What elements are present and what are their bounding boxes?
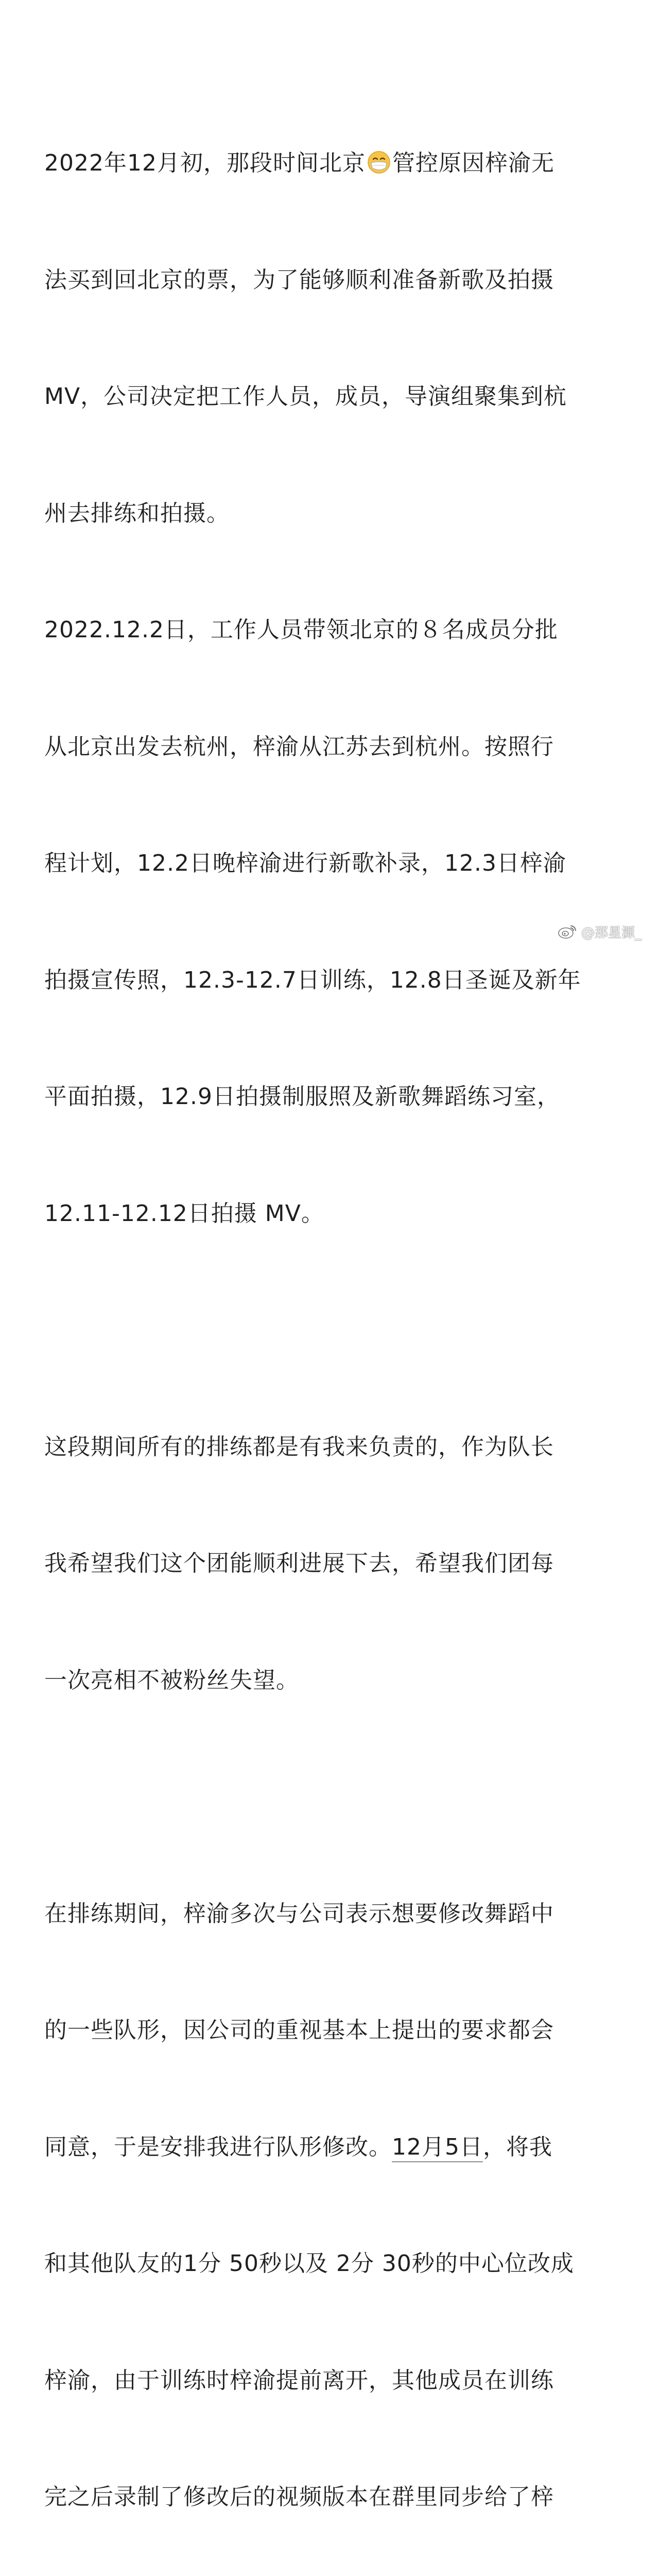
text-line: 和其他队友的1分 50秒以及 2分 30秒的中心位改成 (44, 2244, 621, 2283)
paragraph-spacer (44, 1311, 621, 1350)
text-line: 同意，于是安排我进行队形修改。12月5日，将我 (44, 2128, 621, 2167)
text-line: 的一些队形，因公司的重视基本上提出的要求都会 (44, 2011, 621, 2050)
paragraph-2 (44, 1350, 621, 1778)
text-line: 一次亮相不被粉丝失望。 (44, 1661, 621, 1700)
paragraph-1 (44, 66, 621, 1311)
text-line: 这段期间所有的排练都是有我来负责的，作为队长 (44, 1428, 621, 1467)
weibo-logo-icon (558, 924, 577, 939)
mask-face-icon (367, 150, 391, 175)
text-line: 完之后录制了修改后的视频版本在群里同步给了梓 (44, 2478, 621, 2517)
text-line: 梓渝，由于训练时梓渝提前离开，其他成员在训练 (44, 2361, 621, 2400)
text-line: 12.11-12.12日拍摄 MV。 (44, 1194, 621, 1233)
text-line: 州去排练和拍摄。 (44, 494, 621, 533)
text-line: 拍摄宣传照，12.3-12.7日训练，12.8日圣诞及新年 (44, 961, 621, 1000)
text-line: 我希望我们这个团能顺利进展下去，希望我们团每 (44, 1544, 621, 1583)
watermark-text: @那星源_ (581, 922, 641, 941)
text-line: 程计划，12.2日晚梓渝进行新歌补录，12.3日梓渝 (44, 844, 621, 883)
paragraph-spacer (44, 1777, 621, 1817)
text-line: 在排练期间，梓渝多次与公司表示想要修改舞蹈中 (44, 1894, 621, 1934)
document-page (0, 0, 659, 960)
underlined-date: 12月5日 (392, 2134, 483, 2162)
watermark (558, 921, 641, 942)
text-line: 从北京出发去杭州，梓渝从江苏去到杭州。按照行 (44, 727, 621, 767)
paragraph-3 (44, 1817, 621, 2576)
text-line: 2022.12.2日，工作人员带领北京的８名成员分批 (44, 611, 621, 650)
text-line: MV，公司决定把工作人员，成员，导演组聚集到杭 (44, 377, 621, 416)
document-body (44, 66, 621, 2576)
text-line: 平面拍摄，12.9日拍摄制服照及新歌舞蹈练习室， (44, 1077, 621, 1116)
text-line: 法买到回北京的票，为了能够顺利准备新歌及拍摄 (44, 261, 621, 300)
text-line: 2022年12月初，那段时间北京 管控原因梓渝无 (44, 144, 621, 183)
